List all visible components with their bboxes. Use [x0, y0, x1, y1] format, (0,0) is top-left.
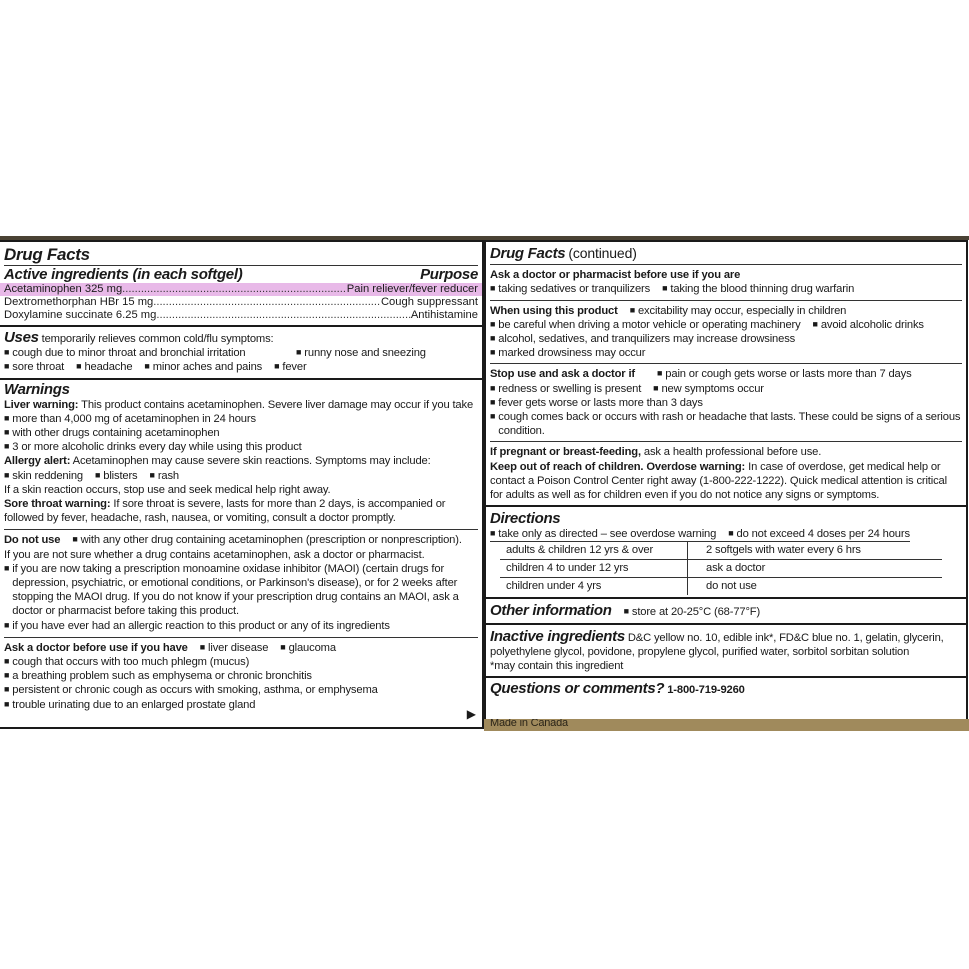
active-ingredients-header: Active ingredients (in each softgel) Purpose [4, 266, 478, 283]
phone-number: 1-800-719-9260 [667, 684, 745, 697]
questions-section: Questions or comments? 1-800-719-9260 [490, 680, 745, 698]
other-information-section: Other information ■ store at 20-25°C (68-77°F) [486, 599, 966, 622]
drug-facts-title: Drug Facts [4, 245, 90, 264]
drug-facts-left-panel [0, 240, 484, 729]
ingredient-row: Doxylamine succinate 6.25 mg ..... Antihistamine [0, 309, 482, 325]
warnings-section: Warnings Liver warning: This product contains acetaminophen. Severe liver damage may occur if you take ■ more than 4,000 mg of acetaminophen in 24 hours ■ with other drugs containing acetaminophen ■ 3 or more alcoholic drinks every day while using this product Allergy alert: Acetaminophen may cause severe skin reactions. Symptoms may include: ■ skin reddening ■ blisters ■ rash If a skin reaction occurs, stop use and seek medical help right away. Sore throat warning: If sore throat is severe, lasts for more than 2 days, is accompanied or followed by fever, headache, rash, nausea, or vomiting, consult a doctor promptly. [0, 380, 482, 530]
stop-use-section: Stop use and ask a doctor if ■ pain or cough gets worse or lasts more than 7 days ■ redness or swelling is present ■ new symptoms occur ■ fever gets worse or lasts more than 3 days ■ cough comes back or occurs with rash or headache that lasts. These could be signs of a serious condition. [486, 364, 966, 441]
drug-facts-continued-title: Drug Facts [490, 245, 566, 262]
continue-arrow-icon: ▶ [466, 707, 476, 721]
inactive-ingredients-section: Inactive ingredients D&C yellow no. 10, edible ink*, FD&C blue no. 1, gelatin, glycerin, polyethylene glycol, povidone, propylene glycol, purified water, sorbitol sorbitan solution *may contain this ingredient [490, 627, 944, 673]
made-in-strip: Made in Canada [484, 719, 969, 731]
table-row: children 4 to under 12 yrs ask a doctor [500, 560, 942, 578]
ingredient-row: Dextromethorphan HBr 15 mg ..... Cough suppressant [0, 296, 482, 309]
pregnancy-overdose-section: If pregnant or breast-feeding, ask a health professional before use. Keep out of reach of children. Overdose warning: In case of overdose, get medical help or contact a Poison Control Center right away (1-800-222-1222). Quick medical attention is critical for adults as well as for children even if you do not notice any signs or symptoms. [490, 446, 947, 502]
table-row: adults & children 12 yrs & over 2 softgels with water every 6 hrs [500, 542, 942, 560]
directions-section: Directions ■ take only as directed – see overdose warning ■ do not exceed 4 doses per 24 hours adults & children 12 yrs & over 2 softgels with water every 6 hrs children 4 to under 12 yrs ask a doctor children under 4 yrs do not use [486, 507, 966, 597]
dosage-table [500, 542, 942, 595]
ask-pharmacist-section: Ask a doctor or pharmacist before use if you are ■ taking sedatives or tranquilizers ■ taking the blood thinning drug warfarin [486, 265, 966, 299]
ask-doctor-section: Ask a doctor before use if you have ■ liver disease ■ glaucoma ■ cough that occurs with too much phlegm (mucus) ■ a breathing problem such as emphysema or chronic bronchitis ■ persistent or chronic cough as occurs with smoking, asthma, or emphysema ■ trouble urinating due to an enlarged prostate gland [0, 638, 482, 712]
uses-section: Uses temporarily relieves common cold/flu symptoms: ■ cough due to minor throat and bronchial irritation ■ runny nose and sneezing ■ sore throat ■ headache ■ minor aches and pains ■ fever [0, 327, 482, 378]
do-not-use-section: Do not use ■ with any other drug containing acetaminophen (prescription or nonprescription). If you are not sure whether a drug contains acetaminophen, ask a doctor or pharmacist. ■ if you are now taking a prescription monoamine oxidase inhibitor (MAOI) (certain drugs for depression, psychiatric, or emotional conditions, or Parkinson's disease), or for 2 weeks after stopping the MAOI drug. If you do not know if your prescription drug contains an MAOI, ask a doctor or pharmacist before taking this product. ■ if you have ever had an allergic reaction to this product or any of its ingredients [0, 530, 482, 636]
drug-facts-right-panel: Drug Facts (continued) Ask a doctor or pharmacist before use if you are ■ taking sedatives or tranquilizers ■ taking the blood thinning drug warfarin When using this product ■ excitability may occur, especially in children ■ be careful when driving a motor vehicle or operating machinery ■ avoid alcoholic drinks ■ alcohol, sedatives, and tranquilizers may increase drowsiness ■ marked drowsiness may occur Stop use and ask a doctor if ■ pain or cough gets worse or lasts more than 7 days ■ redness or swelling is present ■ new symptoms occur ■ fever gets worse or lasts more than 3 days ■ cough comes back or occurs with rash or headache that lasts. These could be signs of a serious condition. If pregnant or breast-feeding, ask a health professional before use. Keep out of reach of children. Overdose warning: In case of overdose, get medical help or contact a Poison Control Center right away (1-800-222-1222). Quick medical attention is critical for adults as well as for children even if you do not notice any signs or symptoms. Directions ■ take only as directed – see overdose warning ■ do not exceed 4 doses per 24 hours adults & children 12 yrs & over 2 softgels with water every 6 hrs children 4 to under 12 yrs ask a doctor children under 4 yrs do not use Other information ■ store at 20-25°C (68-77°F) Inactive ingredients D&C yellow no. 10, edible ink*, FD&C blue no. 1, gelatin, glycerin, polyethylene glycol, povidone, propylene glycol, purified water, sorbitol sorbitan solution *may contain this ingredient Questions or comments? 1-800-719-9260 [484, 240, 968, 721]
table-row: children under 4 yrs do not use [500, 578, 942, 596]
when-using-section: When using this product ■ excitability may occur, especially in children ■ be careful when driving a motor vehicle or operating machinery ■ avoid alcoholic drinks ■ alcohol, sedatives, and tranquilizers may increase drowsiness ■ marked drowsiness may occur [486, 301, 966, 364]
ingredient-row: Acetaminophen 325 mg ..... Pain reliever/fever reducer [0, 283, 482, 296]
